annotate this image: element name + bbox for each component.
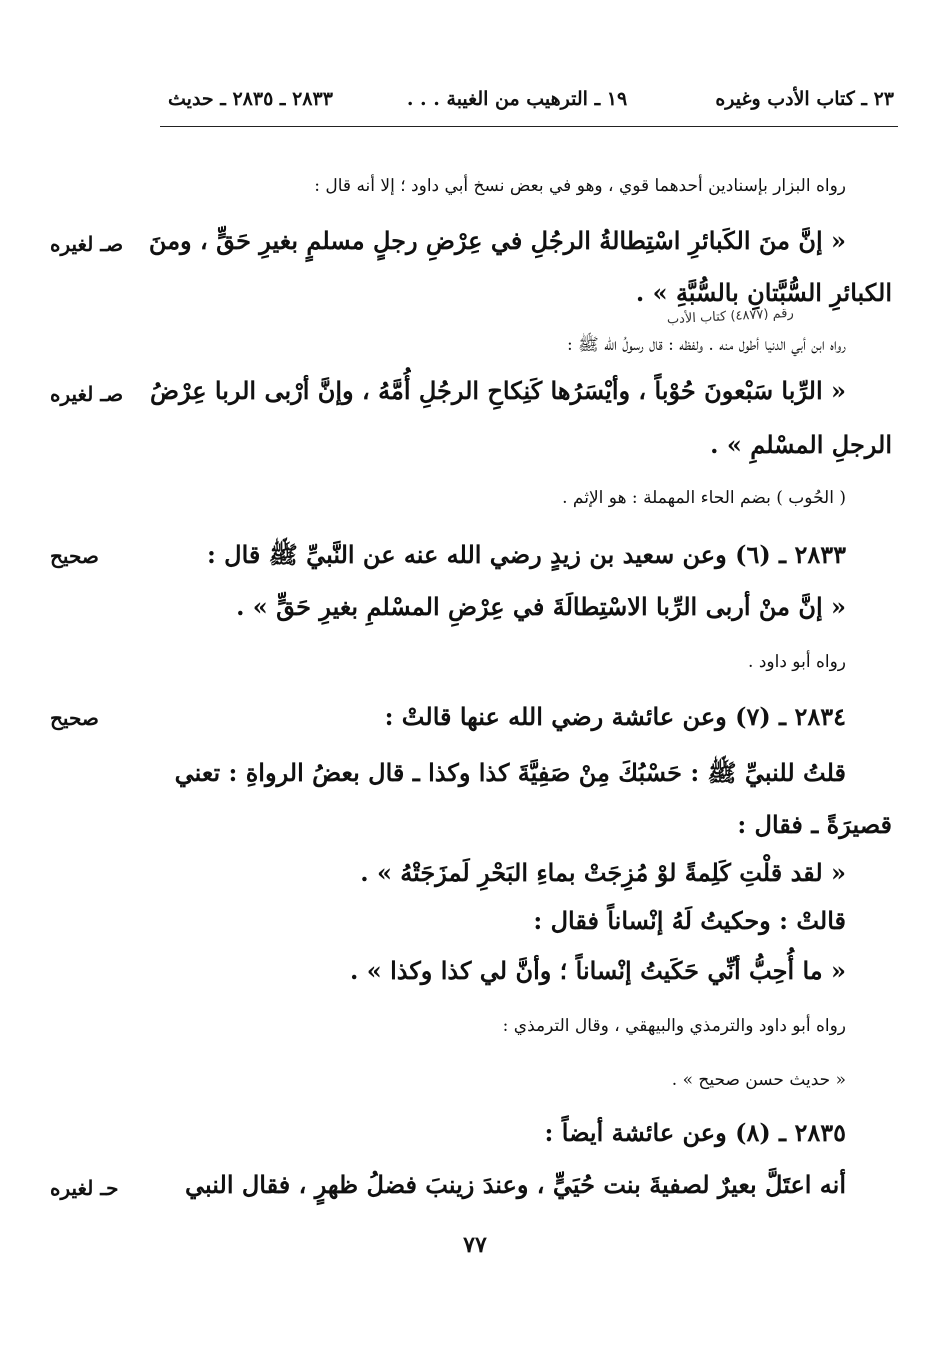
text-line: رواه البزار بإسنادين أحدهما قوي ، وهو في بعض نسخ أبي داود ؛ إلا أنه قال :	[314, 176, 846, 196]
hadith-text-line: « لقد قلْتِ كَلِمةً لوْ مُزِجَتْ بماءِ البَحْرِ لَمزَجَتْهُ » .	[360, 858, 846, 887]
hadith-text-line: قلتُ للنبيِّ ﷺ : حَسْبُكَ مِنْ صَفِيَّةَ كذا وكذا ـ قال بعضُ الرواةِ : تعني	[174, 758, 846, 787]
gloss-line: ( الحُوب ) بضم الحاء المهملة : هو الإثم .	[562, 488, 846, 508]
hadith-heading: ٢٨٣٣ ـ (٦) وعن سعيد بن زيدٍ رضي الله عنه عن النَّبيِّ ﷺ قال :	[206, 540, 846, 569]
grade-note: صحيح	[50, 706, 99, 730]
text-line: رواه ابن أبي الدنيا أطول منه . ولفظه : قال رسولُ الله ﷺ :	[567, 335, 846, 355]
hadith-text-line: « إنَّ منْ أربى الرِّبا الاسْتِطالَةَ في عِرْضِ المسْلمِ بغيرِ حَقٍّ » .	[236, 592, 846, 621]
hadith-text-line: قصيرَةً ـ فقال :	[737, 810, 892, 839]
handwritten-note: رقم (٤٨٧٧) كتاب الأدب	[666, 305, 795, 328]
text-line: رواه أبو داود والترمذي والبيهقي ، وقال الترمذي :	[502, 1016, 846, 1036]
hadith-text-line: « إنَّ منَ الكَبائرِ اسْتِطالةُ الرجُلِ في عِرْضِ رجلٍ مسلمٍ بغيرِ حَقٍّ ، ومنَ	[148, 226, 846, 255]
page-number: ٧٧	[463, 1232, 487, 1258]
hadith-heading: ٢٨٣٥ ـ (٨) وعن عائشة أيضاً :	[544, 1118, 846, 1147]
grade-note: صـ لغيره	[50, 232, 124, 256]
grade-note: صـ لغيره	[50, 382, 124, 406]
text-line: « حديث حسن صحيح » .	[671, 1070, 846, 1090]
hadith-text-line: أنه اعتَلَّ بعيرٌ لصفيةَ بنت حُيَيٍّ ، وعندَ زينبَ فضلُ ظهرٍ ، فقال النبي	[185, 1170, 846, 1199]
header-chapter: ٢٣ ـ كتاب الأدب وغيره	[715, 88, 894, 110]
hadith-text-line: قالتْ : وحكيتُ لَهُ إنْساناً فقال :	[533, 906, 846, 935]
hadith-heading: ٢٨٣٤ ـ (٧) وعن عائشة رضي الله عنها قالتْ :	[384, 702, 846, 731]
header-hadith-range: ٢٨٣٣ ـ ٢٨٣٥ ـ حديث	[168, 88, 333, 110]
grade-note: حـ لغيره	[50, 1176, 119, 1200]
header-section: ١٩ ـ الترهيب من الغيبة . . .	[406, 88, 628, 110]
hadith-text-line: الكبائرِ السُّبَّتانِ بالسُّبَّةِ » .	[635, 278, 892, 307]
text-line: رواه أبو داود .	[748, 652, 846, 672]
header-rule	[160, 126, 898, 127]
hadith-text-line: « ما أُحِبُّ أنِّي حَكَيتُ إنْساناً ؛ وأنَّ لي كذا وكذا » .	[350, 956, 846, 985]
grade-note: صحيح	[50, 544, 99, 568]
hadith-text-line: الرجلِ المسْلمِ » .	[710, 430, 892, 459]
hadith-text-line: « الرِّبا سَبْعونَ حُوْباً ، وأيْسَرُها كَنِكاحِ الرجُلِ أُمَّهُ ، وإنَّ أرْبى الربا عِرْضُ	[149, 376, 846, 405]
